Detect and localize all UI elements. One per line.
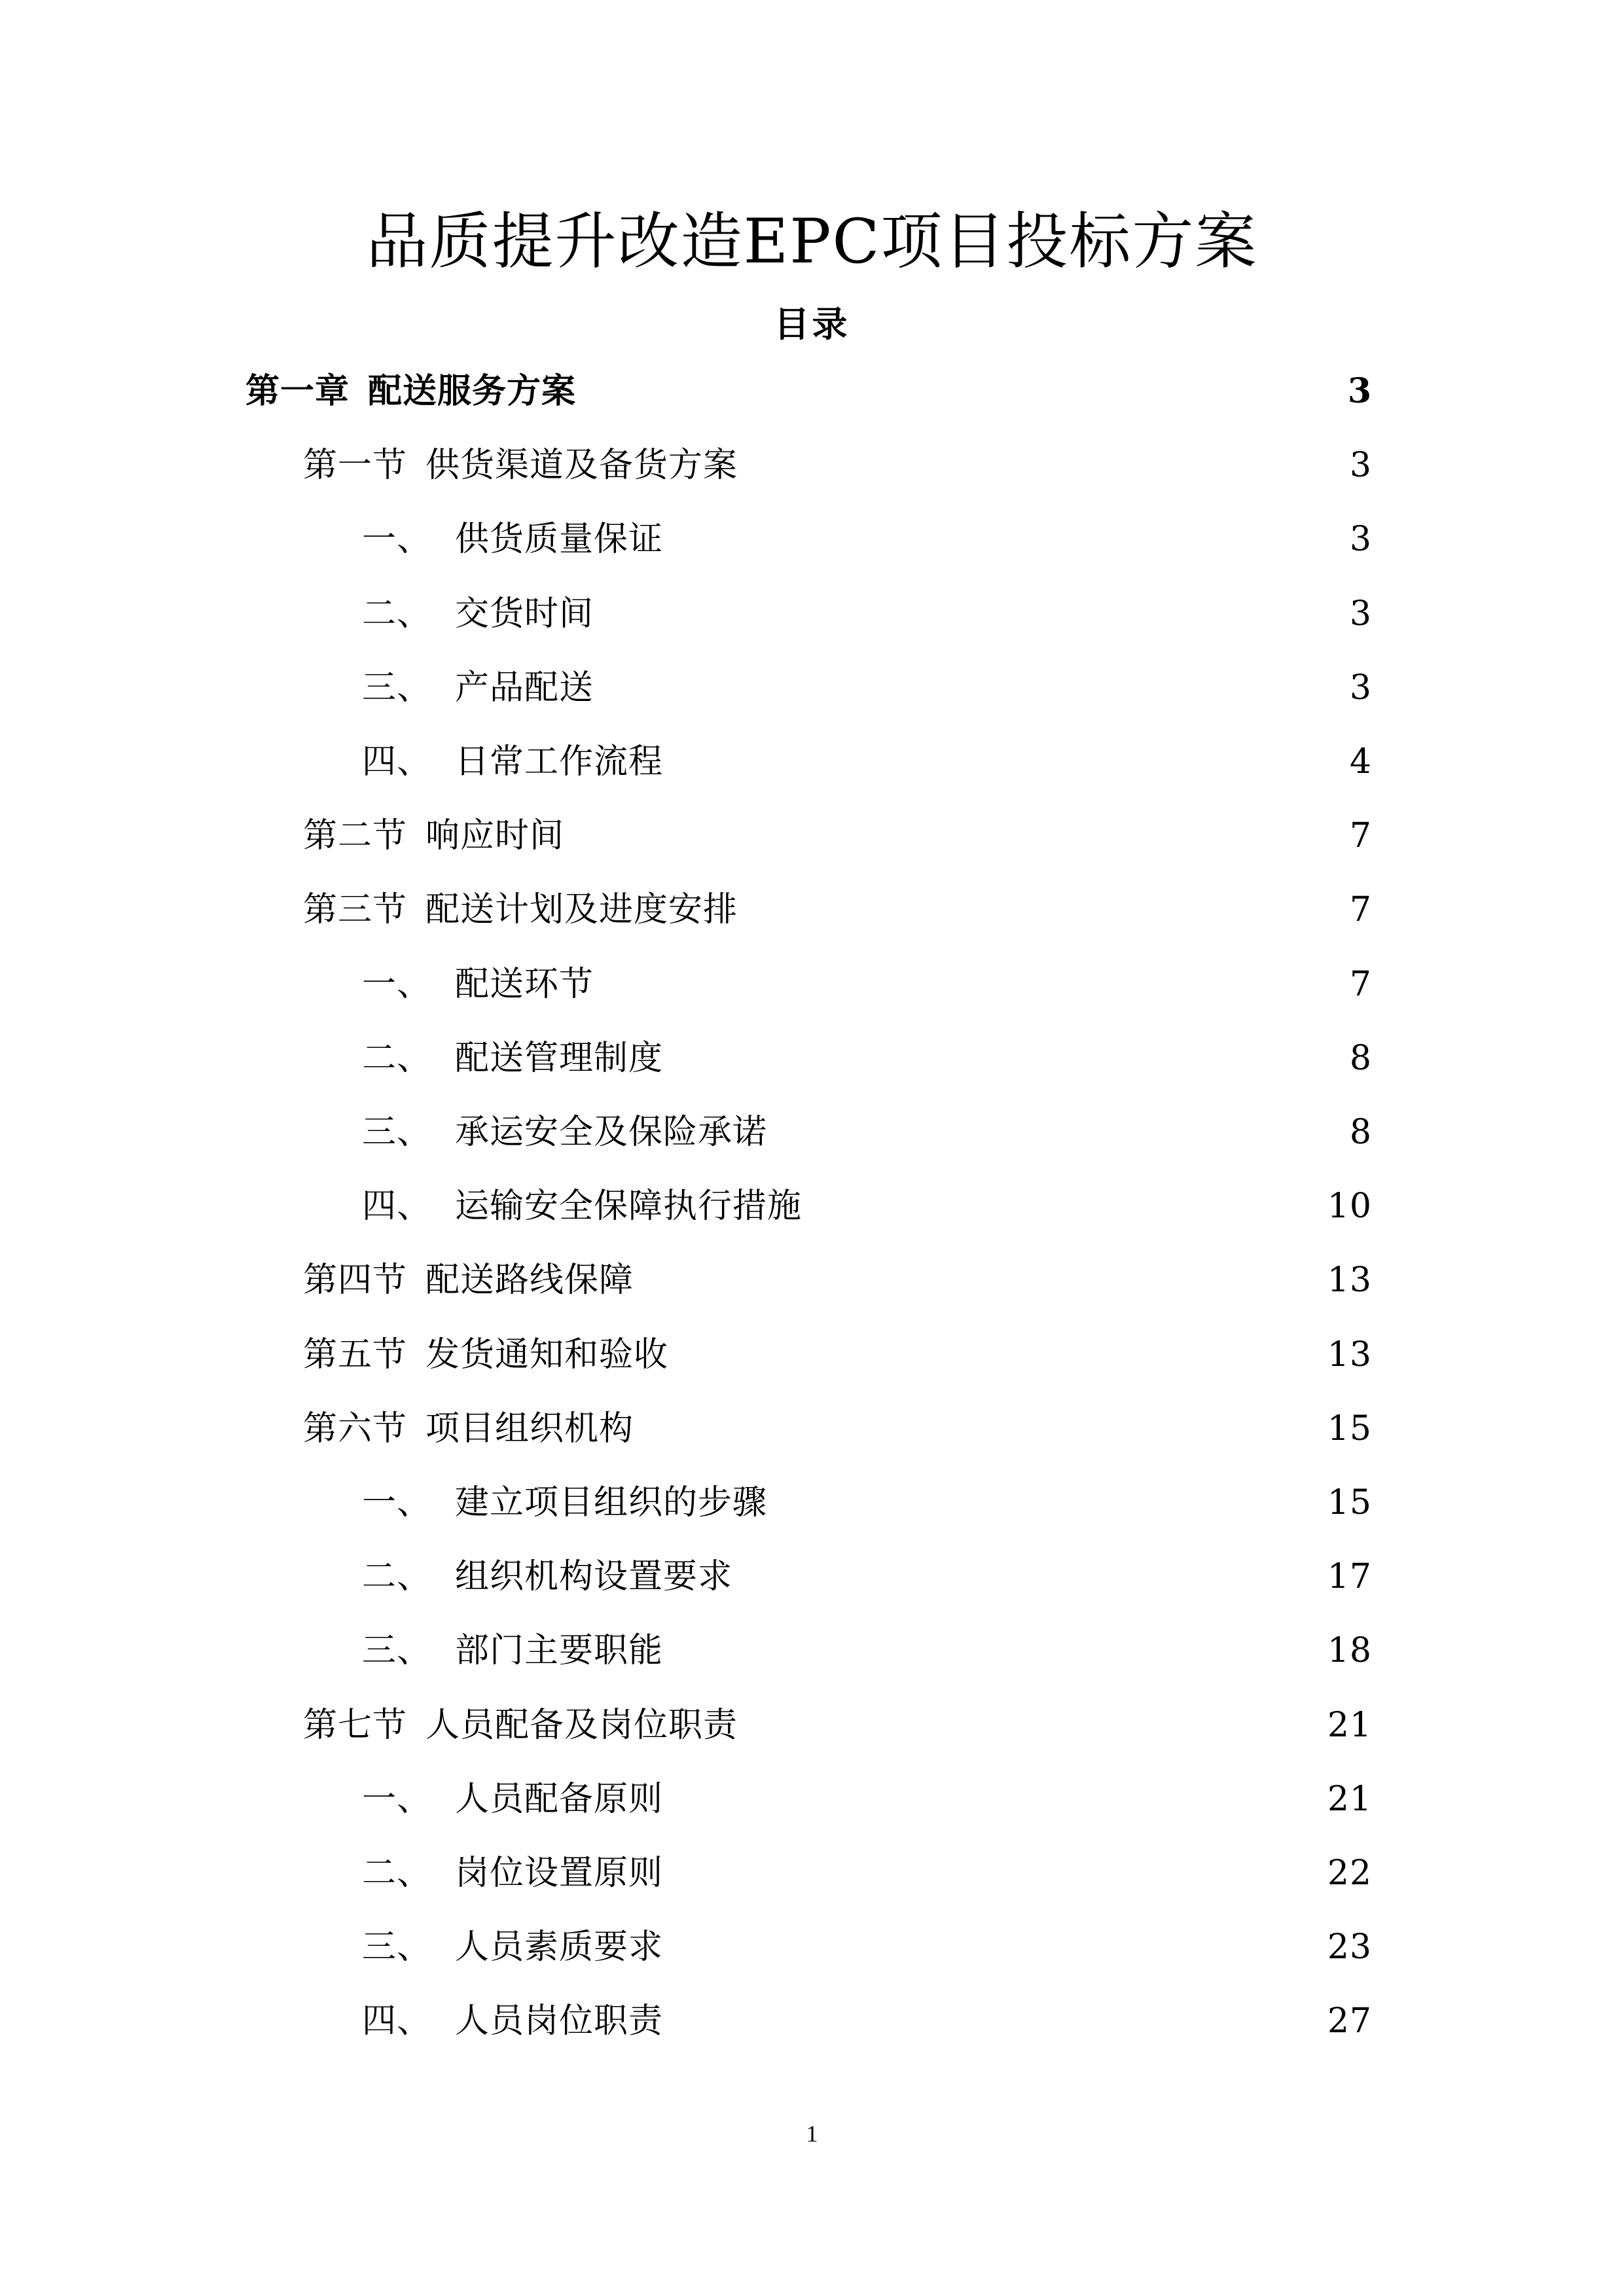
toc-entry[interactable] bbox=[362, 1995, 1372, 2047]
toc-entry-page: 15 bbox=[1321, 1403, 1372, 1455]
toc-entry[interactable] bbox=[362, 1106, 1372, 1158]
toc-entry[interactable] bbox=[303, 1254, 1372, 1306]
toc-entry-page: 21 bbox=[1321, 1773, 1372, 1825]
toc-entry-title: 项目组织机构 bbox=[425, 1409, 634, 1448]
toc-entry-page: 4 bbox=[1343, 736, 1372, 788]
toc-entry-number: 第六节 bbox=[303, 1409, 408, 1448]
toc-entry-title: 岗位设置原则 bbox=[455, 1854, 664, 1893]
toc-entry[interactable] bbox=[245, 365, 1372, 418]
toc-entry-number: 三、 bbox=[362, 1113, 432, 1152]
toc-entry-number: 一、 bbox=[362, 520, 432, 559]
toc-entry-label bbox=[362, 736, 670, 788]
toc-entry-title: 人员配备原则 bbox=[455, 1780, 664, 1819]
toc-entry-title: 运输安全保障执行措施 bbox=[455, 1187, 803, 1226]
toc-entry[interactable] bbox=[362, 1921, 1372, 1973]
toc-entry[interactable] bbox=[362, 1032, 1372, 1085]
toc-entry-number: 一、 bbox=[362, 1483, 432, 1522]
toc-entry-number: 一、 bbox=[362, 1780, 432, 1819]
toc-entry-page: 13 bbox=[1321, 1254, 1372, 1306]
toc-entry-label bbox=[362, 1847, 670, 1899]
toc-entry[interactable] bbox=[362, 1180, 1372, 1232]
toc-entry[interactable] bbox=[303, 884, 1372, 936]
toc-entry-title: 配送服务方案 bbox=[368, 371, 577, 411]
toc-entry-label bbox=[303, 439, 744, 492]
toc-entry-label bbox=[362, 1180, 808, 1232]
toc-entry-title: 组织机构设置要求 bbox=[455, 1557, 733, 1596]
toc-entry-number: 一、 bbox=[362, 965, 432, 1004]
toc-entry-label bbox=[303, 1699, 744, 1751]
toc-entry-number: 二、 bbox=[362, 1557, 432, 1596]
toc-entry-page: 23 bbox=[1321, 1921, 1372, 1973]
toc-entry-title: 配送路线保障 bbox=[425, 1261, 634, 1300]
toc-entry-number: 四、 bbox=[362, 1187, 432, 1226]
toc-entry-label bbox=[362, 1106, 774, 1158]
toc-entry-page: 7 bbox=[1343, 958, 1372, 1011]
toc-entry[interactable] bbox=[362, 1477, 1372, 1529]
toc-entry-title: 人员素质要求 bbox=[455, 1928, 664, 1967]
toc-entry[interactable] bbox=[362, 662, 1372, 714]
toc-entry[interactable] bbox=[362, 1773, 1372, 1825]
toc-entry-title: 供货质量保证 bbox=[455, 520, 664, 559]
page-number: 1 bbox=[806, 2121, 818, 2147]
toc-entry-label bbox=[362, 1032, 670, 1085]
toc-entry[interactable] bbox=[362, 1624, 1372, 1677]
toc-entry-title: 承运安全及保险承诺 bbox=[455, 1113, 768, 1152]
toc-entry-label bbox=[303, 1254, 640, 1306]
toc-entry-title: 部门主要职能 bbox=[455, 1631, 664, 1670]
toc-entry-page: 7 bbox=[1343, 884, 1372, 936]
toc-entry-page: 3 bbox=[1343, 513, 1372, 565]
toc-entry-number: 三、 bbox=[362, 1631, 432, 1670]
toc-entry-label bbox=[362, 958, 600, 1011]
toc-entry-label bbox=[303, 884, 744, 936]
toc-entry-title: 人员配备及岗位职责 bbox=[425, 1706, 738, 1745]
toc-entry-title: 配送环节 bbox=[455, 965, 594, 1004]
toc-entry-number: 第一章 bbox=[245, 371, 350, 411]
toc-entry-page: 3 bbox=[1343, 662, 1372, 714]
toc-entry-number: 二、 bbox=[362, 1039, 432, 1078]
toc-entry-label bbox=[303, 810, 571, 862]
toc-entry-page: 7 bbox=[1343, 810, 1372, 862]
toc-entry-number: 第一节 bbox=[303, 446, 408, 485]
toc-entry-number: 第五节 bbox=[303, 1335, 408, 1374]
toc-entry-page: 21 bbox=[1321, 1699, 1372, 1751]
toc-entry-label bbox=[362, 1624, 670, 1677]
toc-entry-number: 三、 bbox=[362, 1928, 432, 1967]
toc-entry-page: 8 bbox=[1343, 1106, 1372, 1158]
toc-heading: 目录 bbox=[774, 303, 850, 345]
toc-entry-number: 二、 bbox=[362, 594, 432, 634]
toc-entry-label bbox=[362, 1773, 670, 1825]
toc-entry-number: 四、 bbox=[362, 2001, 432, 2041]
toc-entry-title: 响应时间 bbox=[425, 816, 565, 855]
toc-entry-title: 日常工作流程 bbox=[455, 742, 664, 781]
toc-entry[interactable] bbox=[362, 736, 1372, 788]
toc-entry-number: 二、 bbox=[362, 1854, 432, 1893]
toc-entry-number: 三、 bbox=[362, 668, 432, 708]
toc-entry[interactable] bbox=[303, 1403, 1372, 1455]
toc-entry-label bbox=[245, 365, 583, 418]
toc-entry-number: 第二节 bbox=[303, 816, 408, 855]
toc-entry-label bbox=[303, 1403, 640, 1455]
toc-entry[interactable] bbox=[362, 958, 1372, 1011]
toc-entry-label bbox=[362, 1477, 774, 1529]
toc-entry-label bbox=[362, 1551, 739, 1603]
toc-entry-number: 第三节 bbox=[303, 890, 408, 929]
toc-entry-page: 18 bbox=[1321, 1624, 1372, 1677]
toc-entry-number: 第四节 bbox=[303, 1261, 408, 1300]
toc-entry-title: 建立项目组织的步骤 bbox=[455, 1483, 768, 1522]
toc-entry-title: 产品配送 bbox=[455, 668, 594, 708]
toc-entry-page: 3 bbox=[1341, 365, 1372, 418]
toc-entry-page: 17 bbox=[1321, 1551, 1372, 1603]
toc-entry-title: 配送管理制度 bbox=[455, 1039, 664, 1078]
toc-entry[interactable] bbox=[362, 513, 1372, 565]
toc-entry-number: 第七节 bbox=[303, 1706, 408, 1745]
toc-entry-page: 3 bbox=[1343, 439, 1372, 492]
toc-entry-title: 人员岗位职责 bbox=[455, 2001, 664, 2041]
toc-entry[interactable] bbox=[303, 810, 1372, 862]
toc-entry[interactable] bbox=[303, 1699, 1372, 1751]
toc-entry-label bbox=[362, 513, 670, 565]
toc-entry-label bbox=[362, 588, 600, 640]
toc-entry-page: 15 bbox=[1321, 1477, 1372, 1529]
toc-entry[interactable] bbox=[362, 1551, 1372, 1603]
toc-entry-page: 3 bbox=[1343, 588, 1372, 640]
toc-entry-number: 四、 bbox=[362, 742, 432, 781]
toc-entry[interactable] bbox=[303, 1329, 1372, 1381]
toc-entry-page: 8 bbox=[1343, 1032, 1372, 1085]
toc-entry[interactable] bbox=[362, 588, 1372, 640]
toc-entry-title: 供货渠道及备货方案 bbox=[425, 446, 738, 485]
toc-entry-label bbox=[303, 1329, 675, 1381]
toc-entry[interactable] bbox=[303, 439, 1372, 492]
toc-entry-label bbox=[362, 1995, 670, 2047]
toc-entry-title: 配送计划及进度安排 bbox=[425, 890, 738, 929]
toc-entry-page: 10 bbox=[1321, 1180, 1372, 1232]
toc-entry[interactable] bbox=[362, 1847, 1372, 1899]
document-title: 品质提升改造EPC项目投标方案 bbox=[366, 206, 1258, 278]
toc-entry-page: 22 bbox=[1321, 1847, 1372, 1899]
toc-entry-label bbox=[362, 662, 600, 714]
toc-entry-title: 发货通知和验收 bbox=[425, 1335, 669, 1374]
toc-entry-page: 27 bbox=[1321, 1995, 1372, 2047]
toc-entry-label bbox=[362, 1921, 670, 1973]
toc-entry-page: 13 bbox=[1321, 1329, 1372, 1381]
toc-entry-title: 交货时间 bbox=[455, 594, 594, 634]
